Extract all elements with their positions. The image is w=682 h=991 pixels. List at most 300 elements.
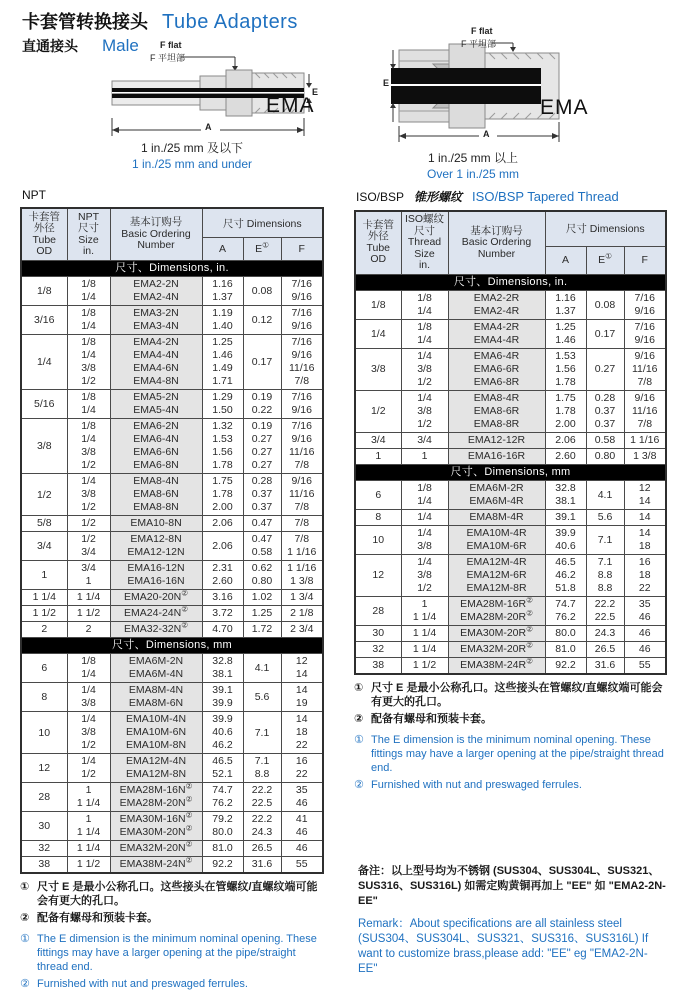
- caption-large: [388, 150, 558, 182]
- table-row: [21, 561, 323, 590]
- dim-f-cell: 7/16 9/16: [624, 290, 666, 319]
- dim-f-cell: 9/16 11/16 7/8: [281, 474, 323, 516]
- thread-size-cell: 1/8 1/4: [401, 290, 448, 319]
- dim-col-header-f: F: [624, 246, 666, 274]
- thread-size-cell: 1 1 1/4: [67, 783, 110, 812]
- dim-e-cell: 5.6: [243, 683, 281, 712]
- section-band-row: [355, 464, 666, 480]
- tube-od-cell: 10: [355, 525, 401, 554]
- tube-od-cell: 38: [355, 657, 401, 674]
- dim-a-cell: 32.8 38.1: [545, 480, 586, 509]
- footnote-marker: ①: [20, 933, 30, 945]
- section-band-label: 尺寸、Dimensions, in.: [21, 261, 323, 277]
- ordering-number-cell: EMA8M-4R: [448, 509, 545, 525]
- dim-e-cell: 4.1: [243, 654, 281, 683]
- dim-a-cell: 74.7 76.2: [545, 596, 586, 625]
- table-row: [355, 625, 666, 641]
- footnote-line: [354, 733, 667, 775]
- ordering-number-cell: EMA4-2R EMA4-4R: [448, 319, 545, 348]
- table-row: [355, 319, 666, 348]
- dim-e-cell: 24.3: [586, 625, 624, 641]
- ordering-number-cell: EMA12-8N EMA12-12N: [110, 532, 202, 561]
- npt-section: [20, 188, 323, 991]
- tube-od-cell: 12: [21, 754, 67, 783]
- dim-a-cell: 1.75 1.78 2.00: [202, 474, 243, 516]
- iso-label-zh: 锥形螺纹: [414, 190, 463, 204]
- footnote-marker: ②: [181, 620, 188, 630]
- ordering-number-cell: EMA12M-4N EMA12M-8N: [110, 754, 202, 783]
- table-row: [21, 474, 323, 516]
- dim-e-cell: 31.6: [586, 657, 624, 674]
- dim-a-label: A: [205, 122, 212, 132]
- ordering-number-cell: EMA10-8N: [110, 516, 202, 532]
- tube-od-cell: 8: [355, 509, 401, 525]
- ordering-number-cell: EMA8-4R EMA8-6R EMA8-8R: [448, 390, 545, 432]
- dim-e-cell: 7.1 8.8 8.8: [586, 554, 624, 596]
- dim-e-cell: 0.47 0.58: [243, 532, 281, 561]
- npt-footnotes: [20, 880, 323, 991]
- section-band-row: [355, 274, 666, 290]
- dim-a-cell: 92.2: [545, 657, 586, 674]
- table-row: [21, 390, 323, 419]
- model-label-large: EMA: [540, 96, 589, 119]
- dim-a-cell: 2.06: [202, 532, 243, 561]
- dim-a-cell: 81.0: [545, 641, 586, 657]
- thread-size-header: NPT 尺寸 Size in.: [67, 208, 110, 261]
- table-row: [355, 348, 666, 390]
- footnote-marker: ①: [354, 681, 364, 694]
- ordering-number-cell: EMA10M-4R EMA10M-6R: [448, 525, 545, 554]
- ordering-number-cell: EMA16-16R: [448, 448, 545, 464]
- dim-e-cell: 22.2 22.5: [586, 596, 624, 625]
- thread-size-cell: 1 1/4: [67, 841, 110, 857]
- dim-a-cell: 46.5 52.1: [202, 754, 243, 783]
- table-row: [21, 590, 323, 606]
- npt-table-host: [20, 207, 323, 874]
- thread-size-cell: 1/4 3/8: [67, 683, 110, 712]
- dim-e-cell: 0.17: [243, 335, 281, 390]
- page-subtitle-en: Male: [102, 36, 139, 55]
- thread-size-cell: 1/8 1/4: [67, 306, 110, 335]
- tube-od-cell: 1/2: [355, 390, 401, 432]
- dim-e-cell: 31.6: [243, 857, 281, 874]
- ordering-number-cell: EMA6M-2R EMA6M-4R: [448, 480, 545, 509]
- f-flat-label: F flat: [471, 26, 493, 36]
- footnote-marker: ②: [185, 794, 193, 804]
- table-row: [355, 509, 666, 525]
- table-row: [355, 554, 666, 596]
- dim-e-cell: 0.58: [586, 432, 624, 448]
- ordering-number-cell: EMA2-2R EMA2-4R: [448, 290, 545, 319]
- footnote-marker: ②: [526, 656, 533, 665]
- tube-od-cell: 32: [21, 841, 67, 857]
- dim-e-cell: 7.1 8.8: [243, 754, 281, 783]
- ordering-number-cell: EMA28M-16N② EMA28M-20N②: [110, 783, 202, 812]
- table-row: [21, 783, 323, 812]
- dim-a-label: A: [483, 129, 490, 139]
- thread-size-header: ISO螺纹 尺寸 Thread Size in.: [401, 211, 448, 274]
- npt-spec-table: [20, 207, 324, 874]
- dim-a-cell: 1.25 1.46 1.49 1.71: [202, 335, 243, 390]
- thread-size-cell: 1/2 3/4: [67, 532, 110, 561]
- dim-e-cell: 1.72: [243, 622, 281, 638]
- footnote-marker: ②: [185, 810, 193, 820]
- dim-a-cell: 2.60: [545, 448, 586, 464]
- dim-e-cell: 0.19 0.27 0.27 0.27: [243, 419, 281, 474]
- table-row: [355, 480, 666, 509]
- f-flat-zh-label: F 平坦部: [461, 39, 496, 49]
- table-row: [355, 596, 666, 625]
- page-title-en: Tube Adapters: [162, 11, 298, 33]
- dim-f-cell: 16 22: [281, 754, 323, 783]
- footnote-line: [354, 681, 667, 709]
- iso-table-host: [354, 210, 667, 675]
- footnote-text: Furnished with nut and preswaged ferrules.: [371, 778, 582, 791]
- thread-size-cell: 1/4 3/8: [401, 525, 448, 554]
- dim-f-cell: 7/8 1 1/16: [281, 532, 323, 561]
- iso-label-prefix: ISO/BSP: [356, 190, 405, 204]
- footnote-line: [354, 712, 667, 726]
- thread-size-cell: 1/8 1/4: [401, 480, 448, 509]
- tube-od-cell: 1: [21, 561, 67, 590]
- dim-a-cell: 74.7 76.2: [202, 783, 243, 812]
- tube-od-cell: 3/8: [21, 419, 67, 474]
- dim-f-cell: 14 18: [624, 525, 666, 554]
- footnote-marker: ①: [20, 881, 30, 893]
- thread-size-cell: 1 1 1/4: [401, 596, 448, 625]
- dim-col-header-f: F: [281, 238, 323, 261]
- dim-f-cell: 35 46: [281, 783, 323, 812]
- thread-size-cell: 1/4 3/8 1/2: [67, 474, 110, 516]
- thread-size-cell: 1/8 1/4: [67, 277, 110, 306]
- dim-f-cell: 1 3/8: [624, 448, 666, 464]
- dim-a-cell: 1.19 1.40: [202, 306, 243, 335]
- dim-a-cell: 32.8 38.1: [202, 654, 243, 683]
- tube-od-cell: 38: [21, 857, 67, 874]
- footnote-text: Furnished with nut and preswaged ferrules.: [37, 978, 248, 990]
- tube-od-cell: 5/16: [21, 390, 67, 419]
- footnote-line: [354, 778, 667, 792]
- dim-f-cell: 9/16 11/16 7/8: [624, 390, 666, 432]
- ordering-number-cell: EMA16-12N EMA16-16N: [110, 561, 202, 590]
- thread-size-cell: 1/8 1/4: [67, 390, 110, 419]
- ordering-number-cell: EMA8-4N EMA8-6N EMA8-8N: [110, 474, 202, 516]
- table-row: [21, 622, 323, 638]
- dim-e-cell: 1.02: [243, 590, 281, 606]
- dim-f-cell: 46: [624, 641, 666, 657]
- dim-f-cell: 55: [624, 657, 666, 674]
- dim-f-cell: 7/8: [281, 516, 323, 532]
- footnote-line: [20, 911, 323, 925]
- dim-a-cell: 3.72: [202, 606, 243, 622]
- tube-od-cell: 1/8: [21, 277, 67, 306]
- ordering-number-cell: EMA2-2N EMA2-4N: [110, 277, 202, 306]
- table-row: [21, 654, 323, 683]
- tube-od-cell: 28: [355, 596, 401, 625]
- thread-size-cell: 3/4: [401, 432, 448, 448]
- footnote-marker: ②: [526, 608, 533, 617]
- ordering-number-cell: EMA12-12R: [448, 432, 545, 448]
- dim-a-cell: 46.5 46.2 51.8: [545, 554, 586, 596]
- footnote-marker: ②: [185, 855, 193, 865]
- footnote-marker: ②: [185, 823, 193, 833]
- section-band-label: 尺寸、Dimensions, mm: [355, 464, 666, 480]
- footnote-marker: ②: [181, 604, 188, 614]
- footnote-marker: ②: [185, 781, 193, 791]
- table-row: [21, 277, 323, 306]
- dim-a-cell: 81.0: [202, 841, 243, 857]
- iso-bsp-section: [354, 188, 667, 977]
- thread-size-cell: 1 1/2: [67, 857, 110, 874]
- dim-col-header-e: E①: [586, 246, 624, 274]
- ordering-number-cell: EMA30M-20R②: [448, 625, 545, 641]
- table-row: [355, 448, 666, 464]
- table-row: [21, 841, 323, 857]
- dim-e-cell: 0.80: [586, 448, 624, 464]
- dim-a-cell: 1.53 1.56 1.78: [545, 348, 586, 390]
- footnote-marker: ②: [185, 839, 193, 849]
- tube-od-cell: 1: [355, 448, 401, 464]
- dim-e-cell: 22.2 22.5: [243, 783, 281, 812]
- dim-f-cell: 35 46: [624, 596, 666, 625]
- dim-e-cell: 0.62 0.80: [243, 561, 281, 590]
- fitting-diagram-large: [383, 26, 598, 148]
- tube-od-cell: 1 1/4: [21, 590, 67, 606]
- dim-a-cell: 1.29 1.50: [202, 390, 243, 419]
- thread-size-cell: 1 1/4: [401, 625, 448, 641]
- dim-a-cell: 1.16 1.37: [202, 277, 243, 306]
- ordering-number-cell: EMA6-4R EMA6-6R EMA6-8R: [448, 348, 545, 390]
- tube-od-cell: 3/16: [21, 306, 67, 335]
- dim-a-cell: 79.2 80.0: [202, 812, 243, 841]
- dim-a-cell: 1.32 1.53 1.56 1.78: [202, 419, 243, 474]
- table-row: [355, 390, 666, 432]
- caption-large-en: Over 1 in./25 mm: [426, 167, 520, 181]
- thread-size-cell: 1 1/2: [67, 606, 110, 622]
- dim-f-cell: 46: [624, 625, 666, 641]
- dim-f-cell: 1 1/16: [624, 432, 666, 448]
- ordering-number-cell: EMA32-32N②: [110, 622, 202, 638]
- ordering-number-cell: EMA5-2N EMA5-4N: [110, 390, 202, 419]
- tube-od-cell: 12: [355, 554, 401, 596]
- thread-size-cell: 1/8 1/4 3/8 1/2: [67, 335, 110, 390]
- table-row: [355, 657, 666, 674]
- section-band-label: 尺寸、Dimensions, mm: [21, 638, 323, 654]
- dim-f-cell: 2 1/8: [281, 606, 323, 622]
- dim-f-cell: 7/16 9/16: [281, 277, 323, 306]
- ordering-number-cell: EMA10M-4N EMA10M-6N EMA10M-8N: [110, 712, 202, 754]
- tube-od-cell: 1/8: [355, 290, 401, 319]
- dim-col-header-a: A: [545, 246, 586, 274]
- dim-f-cell: 7/16 9/16: [281, 306, 323, 335]
- ordering-number-cell: EMA12M-4R EMA12M-6R EMA12M-8R: [448, 554, 545, 596]
- dim-a-cell: 2.06: [545, 432, 586, 448]
- dim-a-cell: 1.16 1.37: [545, 290, 586, 319]
- iso-footnotes: [354, 681, 667, 792]
- dim-e-cell: 0.27: [586, 348, 624, 390]
- table-row: [355, 641, 666, 657]
- table-row: [21, 516, 323, 532]
- tube-od-cell: 3/4: [21, 532, 67, 561]
- thread-size-cell: 1: [401, 448, 448, 464]
- dim-f-cell: 7/16 9/16: [624, 319, 666, 348]
- ordering-number-cell: EMA38M-24R②: [448, 657, 545, 674]
- dimensions-header: 尺寸 Dimensions: [545, 211, 666, 246]
- ordering-number-header: 基本订购号 Basic Ordering Number: [110, 208, 202, 261]
- dim-e-cell: 26.5: [586, 641, 624, 657]
- page-subtitle-zh: 直通接头: [22, 38, 78, 54]
- dim-e-cell: 5.6: [586, 509, 624, 525]
- dim-f-cell: 14: [624, 509, 666, 525]
- footnote-marker: ①: [262, 240, 269, 250]
- dim-e-cell: 0.08: [243, 277, 281, 306]
- tube-od-cell: 2: [21, 622, 67, 638]
- caption-small-en: 1 in./25 mm and under: [131, 157, 253, 171]
- thread-size-cell: 1/4 3/8 1/2: [401, 390, 448, 432]
- tube-od-cell: 5/8: [21, 516, 67, 532]
- ordering-number-cell: EMA38M-24N②: [110, 857, 202, 874]
- section-band-label: 尺寸、Dimensions, in.: [355, 274, 666, 290]
- caption-large-zh: 1 in./25 mm 以上: [427, 151, 519, 165]
- dim-col-header-a: A: [202, 238, 243, 261]
- footnote-text: 配备有螺母和预装卡套。: [37, 912, 158, 924]
- dim-a-cell: 39.9 40.6 46.2: [202, 712, 243, 754]
- caption-small: [112, 140, 272, 172]
- npt-label: NPT: [22, 188, 46, 202]
- dim-e-label: E: [383, 78, 390, 88]
- ordering-number-cell: EMA30M-16N② EMA30M-20N②: [110, 812, 202, 841]
- ordering-number-cell: EMA32M-20R②: [448, 641, 545, 657]
- dim-a-cell: 80.0: [545, 625, 586, 641]
- dim-a-cell: 3.16: [202, 590, 243, 606]
- thread-size-cell: 3/4 1: [67, 561, 110, 590]
- dim-f-cell: 41 46: [281, 812, 323, 841]
- thread-size-cell: 1/8 1/4 3/8 1/2: [67, 419, 110, 474]
- table-row: [355, 525, 666, 554]
- ordering-number-cell: EMA6-2N EMA6-4N EMA6-6N EMA6-8N: [110, 419, 202, 474]
- thread-size-cell: 1/4: [401, 509, 448, 525]
- thread-size-cell: 1/2: [67, 516, 110, 532]
- dim-f-cell: 16 18 22: [624, 554, 666, 596]
- ordering-number-cell: EMA24-24N②: [110, 606, 202, 622]
- dim-a-cell: 4.70: [202, 622, 243, 638]
- table-row: [21, 754, 323, 783]
- dim-e-cell: 7.1: [586, 525, 624, 554]
- tube-od-cell: 1/4: [355, 319, 401, 348]
- footnote-line: [20, 977, 323, 991]
- dim-a-cell: 1.75 1.78 2.00: [545, 390, 586, 432]
- footnote-marker: ②: [526, 640, 533, 649]
- footnote-marker: ①: [354, 733, 364, 746]
- dim-f-cell: 7/16 9/16: [281, 390, 323, 419]
- ordering-number-cell: EMA28M-16R② EMA28M-20R②: [448, 596, 545, 625]
- thread-size-cell: 1/4 3/8 1/2: [67, 712, 110, 754]
- section-band-row: [21, 261, 323, 277]
- dim-f-cell: 2 3/4: [281, 622, 323, 638]
- tube-od-cell: 1/2: [21, 474, 67, 516]
- tube-od-cell: 6: [355, 480, 401, 509]
- dim-f-cell: 55: [281, 857, 323, 874]
- fitting-diagram-small: [108, 40, 323, 142]
- dim-a-cell: 1.25 1.46: [545, 319, 586, 348]
- tube-od-cell: 3/4: [355, 432, 401, 448]
- dim-a-cell: 39.9 40.6: [545, 525, 586, 554]
- dim-e-cell: 0.08: [586, 290, 624, 319]
- thread-size-cell: 1 1/4: [67, 590, 110, 606]
- thread-size-cell: 1/4 1/2: [67, 754, 110, 783]
- footnote-marker: ②: [354, 778, 364, 791]
- ordering-number-cell: EMA32M-20N②: [110, 841, 202, 857]
- footnote-text: 尺寸 E 是最小公称孔口。这些接头在管螺纹/直螺纹端可能会有更大的孔口。: [37, 881, 318, 907]
- footnote-marker: ②: [526, 624, 533, 633]
- table-row: [21, 532, 323, 561]
- table-row: [355, 432, 666, 448]
- remark-en: Remark：About specifications are all stainless steel (SUS304、SUS304L、SUS321、SUS316、SUS316L) If want to customize brass,please add: "EE" eg "EMA2-2N-EE": [358, 917, 649, 975]
- tube-od-cell: 1/4: [21, 335, 67, 390]
- footnote-marker: ②: [354, 712, 364, 725]
- tube-od-cell: 3/8: [355, 348, 401, 390]
- thread-size-cell: 1/4 3/8 1/2: [401, 554, 448, 596]
- table-row: [21, 306, 323, 335]
- ordering-number-cell: EMA20-20N②: [110, 590, 202, 606]
- dim-f-cell: 7/16 9/16 11/16 7/8: [281, 335, 323, 390]
- f-flat-label: F flat: [160, 40, 182, 50]
- tube-od-header: 卡套管 外径 Tube OD: [355, 211, 401, 274]
- section-band-row: [21, 638, 323, 654]
- dim-e-cell: 26.5: [243, 841, 281, 857]
- remark-block: [354, 864, 667, 977]
- ordering-number-cell: EMA4-2N EMA4-4N EMA4-6N EMA4-8N: [110, 335, 202, 390]
- tube-od-cell: 30: [21, 812, 67, 841]
- footnote-line: [20, 880, 323, 908]
- dim-e-cell: 0.19 0.22: [243, 390, 281, 419]
- ordering-number-header: 基本订购号 Basic Ordering Number: [448, 211, 545, 274]
- dim-e-cell: 0.47: [243, 516, 281, 532]
- table-row: [21, 683, 323, 712]
- dim-f-cell: 1 3/4: [281, 590, 323, 606]
- footnote-marker: ①: [605, 251, 612, 261]
- dim-e-label: E: [312, 87, 319, 97]
- dim-a-cell: 92.2: [202, 857, 243, 874]
- dim-f-cell: 12 14: [281, 654, 323, 683]
- npt-table-title: [22, 188, 323, 202]
- tube-od-header: 卡套管 外径 Tube OD: [21, 208, 67, 261]
- dim-e-cell: 0.28 0.37 0.37: [243, 474, 281, 516]
- ordering-number-cell: EMA6M-2N EMA6M-4N: [110, 654, 202, 683]
- ordering-number-cell: EMA3-2N EMA3-4N: [110, 306, 202, 335]
- thread-size-cell: 1 1/4: [401, 641, 448, 657]
- footnote-text: 尺寸 E 是最小公称孔口。这些接头在管螺纹/直螺纹端可能会有更大的孔口。: [371, 681, 663, 708]
- dim-col-header-e: E①: [243, 238, 281, 261]
- tube-od-cell: 28: [21, 783, 67, 812]
- footnote-marker: ②: [20, 978, 30, 990]
- table-row: [21, 335, 323, 390]
- footnote-line: [20, 932, 323, 974]
- dim-e-cell: 0.17: [586, 319, 624, 348]
- table-row: [21, 812, 323, 841]
- dim-f-cell: 12 14: [624, 480, 666, 509]
- dimensions-header: 尺寸 Dimensions: [202, 208, 323, 238]
- dim-f-cell: 46: [281, 841, 323, 857]
- dim-e-cell: 7.1: [243, 712, 281, 754]
- thread-size-cell: 1 1/2: [401, 657, 448, 674]
- dim-e-cell: 22.2 24.3: [243, 812, 281, 841]
- thread-size-cell: 2: [67, 622, 110, 638]
- dim-f-cell: 9/16 11/16 7/8: [624, 348, 666, 390]
- dim-e-cell: 0.28 0.37 0.37: [586, 390, 624, 432]
- dim-a-cell: 39.1 39.9: [202, 683, 243, 712]
- tube-od-cell: 8: [21, 683, 67, 712]
